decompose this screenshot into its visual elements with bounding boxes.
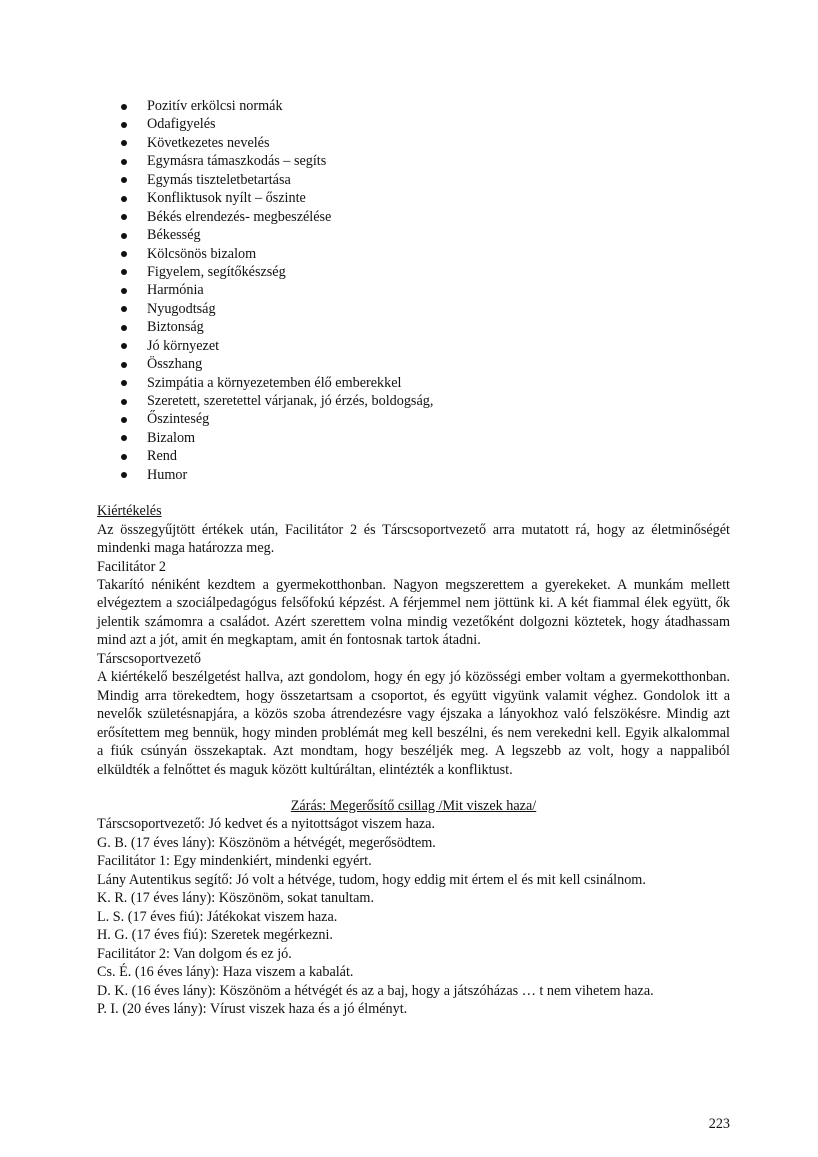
list-item: Békés elrendezés- megbeszélése bbox=[97, 208, 730, 226]
list-item: Odafigyelés bbox=[97, 115, 730, 133]
closing-line: Cs. É. (16 éves lány): Haza viszem a kabalát. bbox=[97, 964, 354, 981]
list-item: Nyugodtság bbox=[97, 300, 730, 318]
speaker-text: A kiértékelő beszélgetést hallva, azt gondolom, hogy én egy jó közösségi ember voltam a gyermekotthonban. Mindig arra törekedtem, hogy összetartsam a csoportot, és együtt vigyünk valamit véghez. Gondolok itt a nevelők születésnapjára, a közös szoba átrendezésre vagy éjszaka a lányokhoz való felszökésre. Mindig azt erősítettem meg bennük, hogy minden problémát meg kell beszélni, és nem verekedni kell. Egyik alkalommal a fiúk csúnyán összekaptak. Azt mondtam, hogy beszéljék meg. A legszebb az volt, hogy a nappaliból elküldték a felnőttet és maguk között kultúráltan, elintézték a konfliktust. bbox=[97, 669, 730, 778]
speaker-label: Társcsoportvezető bbox=[97, 650, 201, 667]
evaluation-heading: Kiértékelés bbox=[97, 503, 162, 520]
list-item: Egymásra támaszkodás – segíts bbox=[97, 152, 730, 170]
page-number: 223 bbox=[708, 1116, 730, 1132]
closing-line: L. S. (17 éves fiú): Játékokat viszem haza. bbox=[97, 908, 338, 925]
closing-section bbox=[97, 797, 730, 1018]
closing-line: Facilitátor 1: Egy mindenkiért, mindenki egyért. bbox=[97, 853, 372, 870]
list-item: Harmónia bbox=[97, 281, 730, 299]
list-item: Egymás tiszteletbetartása bbox=[97, 171, 730, 189]
closing-heading: Zárás: Megerősítő csillag /Mit viszek haza/ bbox=[290, 797, 537, 814]
closing-line: K. R. (17 éves lány): Köszönöm, sokat tanultam. bbox=[97, 890, 375, 907]
list-item: Jó környezet bbox=[97, 337, 730, 355]
evaluation-intro: Az összegyűjtött értékek után, Facilitátor 2 és Társcsoportvezető arra mutatott rá, hogy az életminőségét mindenki maga határozza meg. bbox=[97, 521, 730, 557]
speaker-text: Takarító néniként kezdtem a gyermekotthonban. Nagyon megszerettem a gyerekeket. A munkám mellett elvégeztem a szociálpedagógus felsőfokú képzést. A férjemmel nem jöttünk ki. A két fiammal élek együtt, ők jelentik számomra a családot. Azért szerettem volna mindig vezetőként dolgozni köztetek, hogy átadhassam mind azt a jót, amit én megkaptam, amit én fontosnak tartok átadni. bbox=[97, 577, 730, 649]
list-item: Biztonság bbox=[97, 318, 730, 336]
list-item: Humor bbox=[97, 466, 730, 484]
list-item: Rend bbox=[97, 447, 730, 465]
closing-line: P. I. (20 éves lány): Vírust viszek haza és a jó élményt. bbox=[97, 1000, 408, 1017]
closing-line: Társcsoportvezető: Jó kedvet és a nyitottságot viszem haza. bbox=[97, 816, 436, 833]
list-item: Őszinteség bbox=[97, 410, 730, 428]
closing-line: D. K. (16 éves lány): Köszönöm a hétvégét és az a baj, hogy a játszóházas … t nem vihetem haza. bbox=[97, 982, 654, 999]
speaker-label: Facilitátor 2 bbox=[97, 558, 166, 575]
list-item: Kölcsönös bizalom bbox=[97, 245, 730, 263]
closing-line: H. G. (17 éves fiú): Szeretek megérkezni. bbox=[97, 927, 333, 944]
list-item: Békesség bbox=[97, 226, 730, 244]
closing-line: G. B. (17 éves lány): Köszönöm a hétvégét, megerősödtem. bbox=[97, 834, 436, 851]
list-item: Összhang bbox=[97, 355, 730, 373]
closing-line: Facilitátor 2: Van dolgom és ez jó. bbox=[97, 945, 292, 962]
list-item: Szimpátia a környezetemben élő emberekkel bbox=[97, 374, 730, 392]
list-item: Következetes nevelés bbox=[97, 134, 730, 152]
list-item: Szeretett, szeretettel várjanak, jó érzés, boldogság, bbox=[97, 392, 730, 410]
document-page bbox=[97, 97, 730, 1018]
closing-line: Lány Autentikus segítő: Jó volt a hétvége, tudom, hogy eddig mit értem el és mit kell csinálnom. bbox=[97, 871, 646, 888]
list-item: Pozitív erkölcsi normák bbox=[97, 97, 730, 115]
evaluation-section bbox=[97, 502, 730, 779]
list-item: Bizalom bbox=[97, 429, 730, 447]
list-item: Figyelem, segítőkészség bbox=[97, 263, 730, 281]
list-item: Konfliktusok nyílt – őszinte bbox=[97, 189, 730, 207]
values-list bbox=[97, 97, 730, 484]
